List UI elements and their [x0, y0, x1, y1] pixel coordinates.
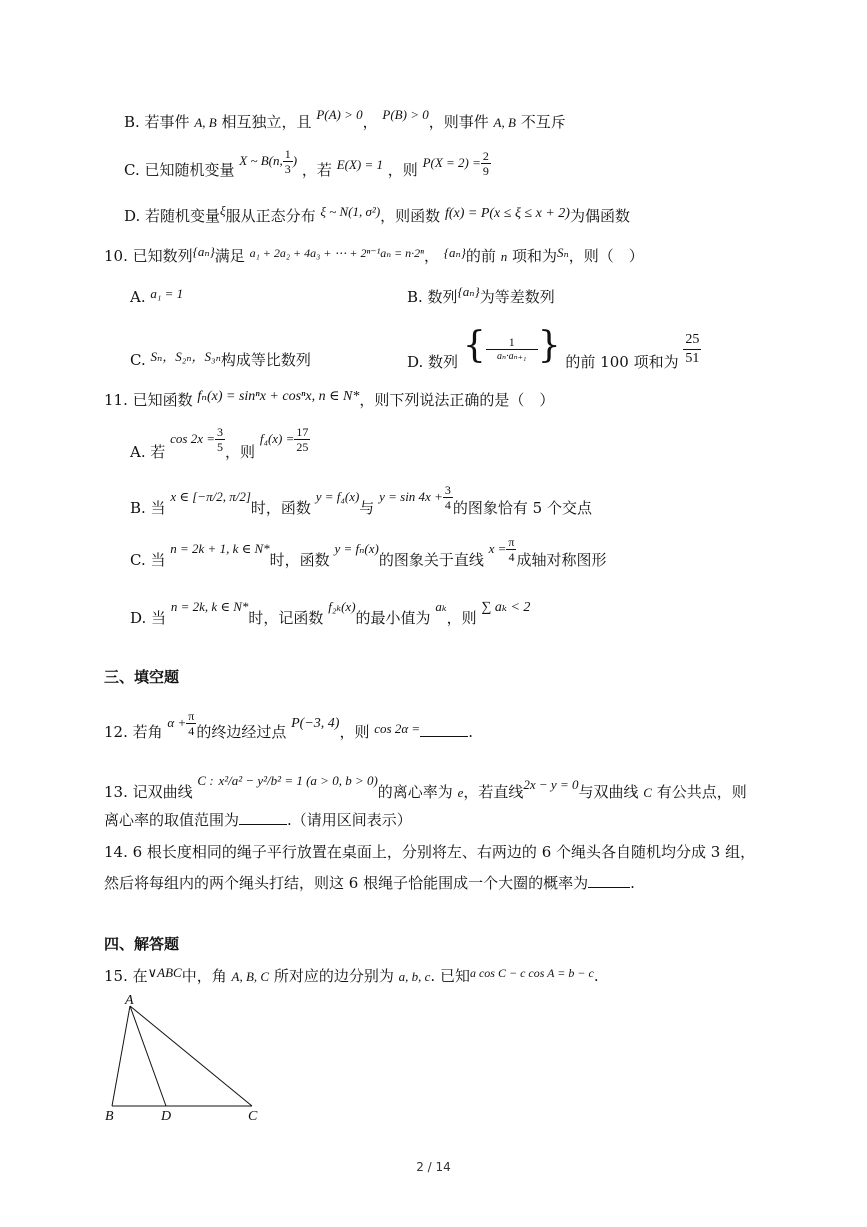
q13-line2: 离心率的取值范围为 .（请用区间表示） [104, 811, 412, 829]
section-heading-answer: 四、解答题 [104, 935, 180, 953]
q13-line1: 13. 记双曲线 C : x²/a² − y²/b² = 1 (a > 0, b > 0)的离心率为 e，若直线2x − y = 0与双曲线 C 有公共点，则 [104, 773, 747, 801]
fraction: $\frac{17}{25}$ [296, 424, 309, 454]
vertex-label-b: B [105, 1109, 114, 1124]
q14-line1: 14. 6 根长度相同的绳子平行放置在桌面上，分别将左、右两边的 6 个绳头各自随机均分成 3 组， [104, 843, 756, 861]
q14-line2: 然后将每组内的两个绳头打结，则这 6 根绳子恰能围成一个大圈的概率为 . [104, 874, 635, 892]
q9-option-c: C. 已知随机变量 X ~ B(n, $\frac{1}{3}$ ) ，若 E(X) = 1 ，则 P(X = 2) = $\frac{2}{9}$ [124, 146, 489, 179]
answer-blank [420, 722, 468, 737]
q10-option-b: B. 数列{aₙ}为等差数列 [407, 284, 555, 306]
q11-stem: 11. 已知函数 fₙ(x) = sinⁿx + cosⁿx, n ∈ N*，则下列说法正确的是（ ） [104, 389, 555, 409]
vertex-label-c: C [248, 1109, 258, 1124]
fraction: $\frac{25}{51}$ [685, 331, 700, 366]
fraction: $\frac{1}{\text{aₙ·aₙ₊₁}}$ [486, 335, 538, 364]
fraction: $\frac{1}{3}$ [284, 146, 291, 176]
answer-blank [239, 810, 287, 825]
q11-option-a: A. 若 cos 2x = $\frac{3}{5}$ ，则 f₄(x) = $\frac{17}{25}$ [130, 424, 309, 461]
triangle-figure [100, 992, 270, 1124]
q12: 12. 若角 α + $\frac{\pi}{4}$ 的终边经过点 P(−3, 4)，则 cos 2α = . [104, 708, 473, 741]
q10-option-a: A. a₁ = 1 [130, 286, 184, 306]
q11-option-d: D. 当 n = 2k, k ∈ N*时，记函数 f₂ₖ(x)的最小值为 aₖ，则 ∑ aₖ < 2 [130, 599, 531, 627]
brace-right: } [537, 325, 561, 366]
edge-ab [112, 1006, 130, 1106]
brace-left: { [462, 325, 486, 366]
q11-option-c: C. 当 n = 2k + 1, k ∈ N*时，函数 y = fₙ(x)的图象关于直线 x = $\frac{\pi}{4}$ 成轴对称图形 [130, 534, 607, 569]
q11-option-b: B. 当 x ∈ [−π/2, π/2]时，函数 y = f₄(x)与 y = sin 4x + $\frac{3}{4}$ 的图象恰有 5 个交点 [130, 482, 592, 517]
fraction: $\frac{\pi}{4}$ [508, 534, 515, 564]
section-heading-fill-in: 三、填空题 [104, 668, 180, 686]
fraction: $\frac{3}{4}$ [444, 482, 451, 512]
vertex-label-d: D [161, 1109, 172, 1124]
q10-stem: 10. 已知数列{aₙ}满足 $^{a_1 + 2a_2 + 4a_3 + \cdots + 2^{n-1}a_n = n\cdot 2^n}$， {aₙ}的前 n 项和为Sₙ，则（ ） [104, 244, 644, 265]
q15: 15. 在∨ABC中，角 A, B, C 所对应的边分别为 a, b, c. 已知$^{a cos C - c cos A = b - c}$. [104, 965, 599, 985]
vertex-label-a: A [125, 993, 134, 1008]
q10-option-d: D. 数列 { $\frac{1}{\text{aₙ·aₙ₊₁}}$ } 的前 100 项和为 $\frac{25}{51}$ [407, 325, 700, 371]
q10-option-c: C. Sₙ，S₂ₙ，S₃ₙ构成等比数列 [130, 349, 311, 369]
fraction: $\frac{3}{5}$ [217, 424, 224, 454]
page-number: 2 / 14 [416, 1160, 451, 1174]
q9-option-b: B. 若事件 A, B 相互独立，且 P(A) > 0， P(B) > 0，则事件 A, B 不互斥 [124, 107, 566, 131]
q9-option-d: D. 若随机变量ξ服从正态分布 ξ ~ N(1, σ²)，则函数 f(x) = P(x ≤ ξ ≤ x + 2)为偶函数 [124, 203, 630, 225]
fraction: $\frac{\pi}{4}$ [188, 708, 195, 738]
answer-blank [588, 873, 630, 888]
fraction: $\frac{2}{9}$ [482, 148, 489, 178]
